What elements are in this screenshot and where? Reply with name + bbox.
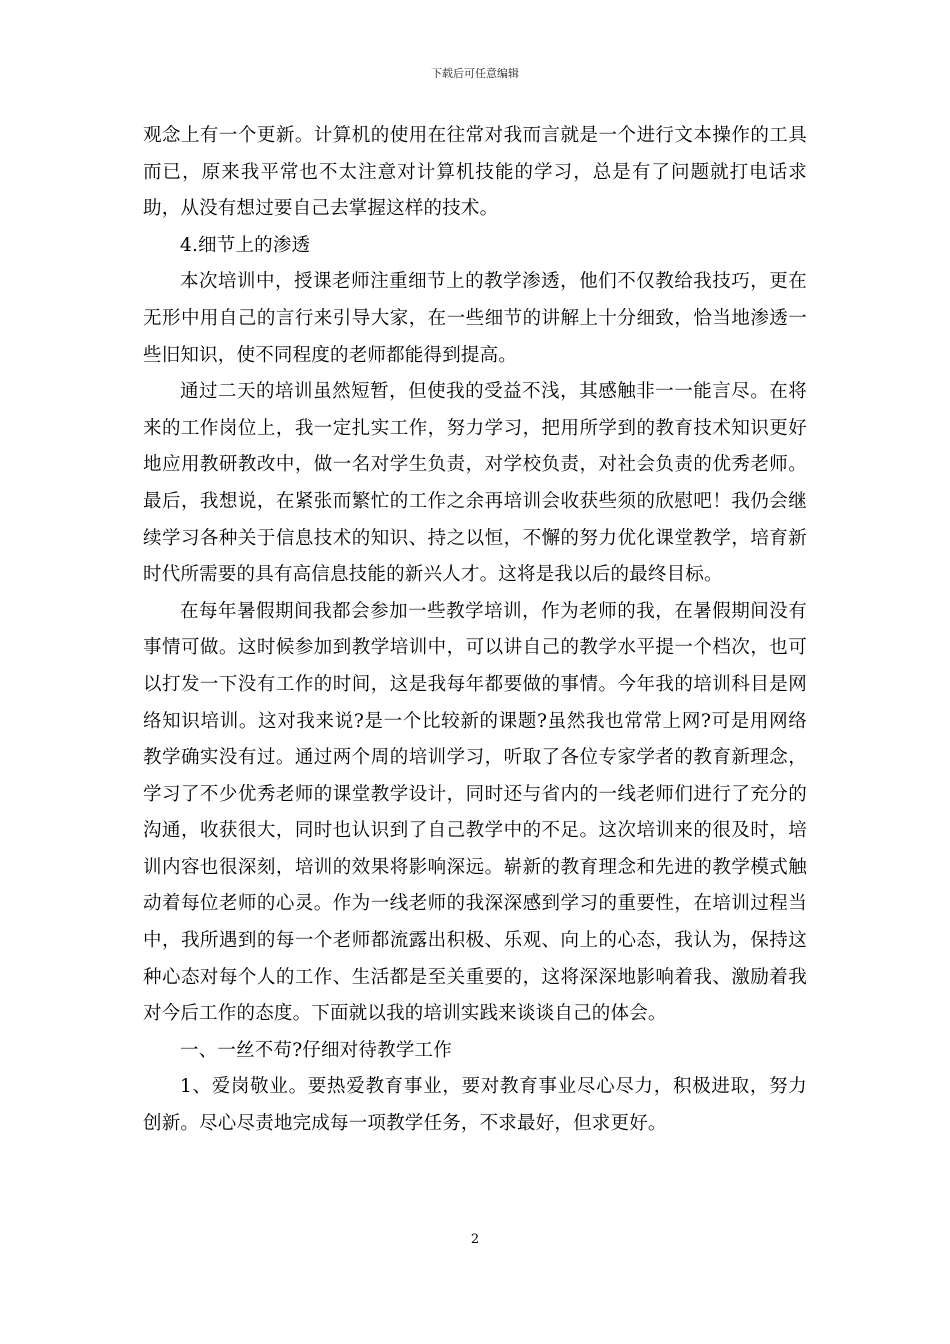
paragraph-summer-training: 在每年暑假期间我都会参加一些教学培训，作为老师的我，在暑假期间没有事情可做。这时候参加到教学培训中，可以讲自己的教学水平提一个档次，也可以打发一下没有工作的时间，这是我每年都要做的事情。今年我的培训科目是网络知识培训。这对我来说?是一个比较新的课题?虽然我也常常上网?可是用网络教学确实没有过。通过两个周的培训学习，听取了各位专家学者的教育新理念，学习了不少优秀老师的课堂教学设计，同时还与省内的一线老师们进行了充分的沟通，收获很大，同时也认识到了自己教学中的不足。这次培训来的很及时，培训内容也很深刻，培训的效果将影响深远。崭新的教育理念和先进的教学模式触动着每位老师的心灵。作为一线老师的我深深感到学习的重要性，在培训过程当中，我所遇到的每一个老师都流露出积极、乐观、向上的心态，我认为，保持这种心态对每个人的工作、生活都是至关重要的，这将深深地影响着我、激励着我对今后工作的态度。下面就以我的培训实践来谈谈自己的体会。 xyxy=(143,600,807,1025)
paragraph-training-details: 本次培训中，授课老师注重细节上的教学渗透，他们不仅教给我技巧，更在无形中用自己的言行来引导大家，在一些细节的讲解上十分细致，恰当地渗透一些旧知识，使不同程度的老师都能得到提高。 xyxy=(143,271,807,366)
page-header: 下载后可任意编辑 xyxy=(431,67,519,80)
paragraph-dedication: 1、爱岗敬业。要热爱教育事业，要对教育事业尽心尽力，积极进取，努力创新。尽心尽责地完成每一项教学任务，不求最好，但求更好。 xyxy=(143,1076,807,1135)
page-number: 2 xyxy=(470,1232,480,1247)
paragraph-two-day-training: 通过二天的培训虽然短暂，但使我的受益不浅，其感触非一一能言尽。在将来的工作岗位上，我一定扎实工作，努力学习，把用所学到的教育技术知识更好地应用教研教改中，做一名对学生负责，对学校负责，对社会负责的优秀老师。最后，我想说，在紧张而繁忙的工作之余再培训会收获些须的欣慰吧！我仍会继续学习各种关于信息技术的知识、持之以恒，不懈的努力优化课堂教学，培育新时代所需要的具有高信息技能的新兴人才。这将是我以后的最终目标。 xyxy=(143,381,807,586)
section-heading-details: 4.细节上的渗透 xyxy=(180,234,311,256)
document-body xyxy=(143,118,807,1143)
section-heading-teaching-work: 一、一丝不苟?仔细对待教学工作 xyxy=(180,1039,452,1061)
paragraph-continuation: 观念上有一个更新。计算机的使用在往常对我而言就是一个进行文本操作的工具而已，原来我平常也不太注意对计算机技能的学习，总是有了问题就打电话求助，从没有想过要自己去掌握这样的技术。 xyxy=(143,125,807,220)
